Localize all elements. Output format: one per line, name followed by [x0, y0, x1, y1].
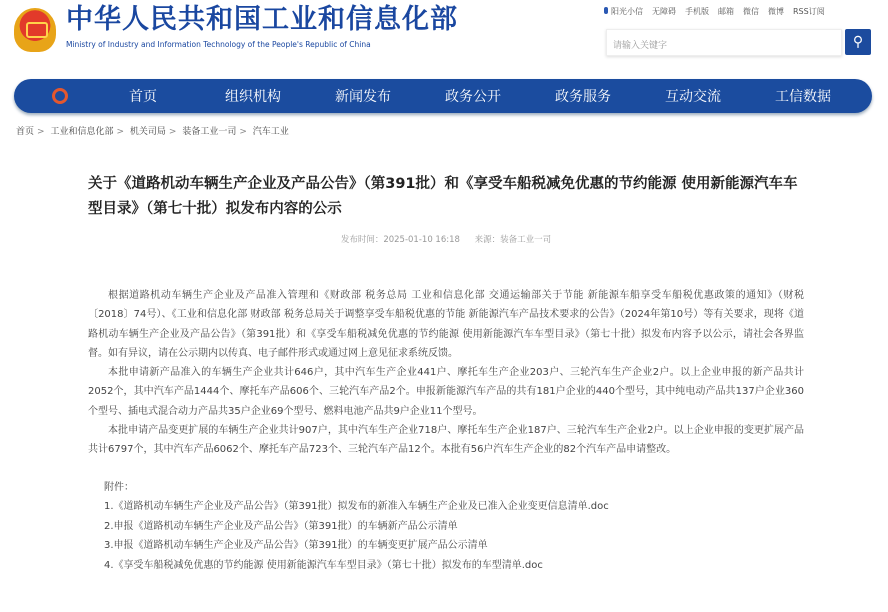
nav-services[interactable]: 政务服务 [555, 89, 611, 105]
breadcrumb-item[interactable]: 工业和信息化部 [50, 127, 114, 137]
search-input[interactable]: 请输入关键字 [606, 29, 842, 56]
top-link-sunshine[interactable] [604, 6, 643, 17]
breadcrumb [16, 126, 289, 138]
separator: > [37, 127, 45, 137]
national-emblem-logo [14, 8, 56, 52]
top-link-weibo[interactable]: 微博 [768, 7, 784, 16]
nav-data[interactable]: 工信数据 [775, 89, 831, 105]
paragraph: 本批申请产品变更扩展的车辆生产企业共计907户，其中汽车生产企业718户、摩托车生产企业187户、三轮汽车生产企业2户。以上企业申报的变更扩展产品共计6797个，其中汽车产品6062个、摩托车产品723个、三轮汽车产品12个。本批有56户汽车生产企业的82个汽车产品申请整改。 [88, 425, 804, 456]
nav-news[interactable]: 新闻发布 [335, 89, 391, 105]
info-icon [604, 7, 608, 14]
separator: > [239, 127, 247, 137]
attachment-link[interactable]: 1.《道路机动车辆生产企业及产品公告》（第391批）拟发布的新准入车辆生产企业及已准入企业变更信息清单.doc [104, 501, 609, 513]
top-link-accessibility[interactable]: 无障碍 [652, 7, 676, 16]
nav-government-affairs[interactable]: 政务公开 [445, 89, 501, 105]
attachment-link[interactable]: 3.申报《道路机动车辆生产企业及产品公告》（第391批）的车辆变更扩展产品公示清单 [104, 540, 488, 552]
article-source: 来源：装备工业一司 [474, 235, 552, 245]
nav-organization[interactable]: 组织机构 [225, 89, 281, 105]
link-label: 阳光小信 [611, 7, 643, 16]
attachment-link[interactable]: 4.《享受车船税减免优惠的节约能源 使用新能源汽车车型目录》（第七十批）拟发布的车型清单.doc [104, 559, 543, 571]
breadcrumb-item[interactable]: 首页 [16, 127, 35, 137]
paragraph: 本批申请新产品准入的车辆生产企业共计646户，其中汽车生产企业441户、摩托车生产企业203户、三轮汽车生产企业2户。以上企业申报的新产品共计2052个，其中汽车产品1444个、摩托车产品606个、三轮汽车产品2个。申报新能源汽车产品的共有181户企业的440个型号，其中纯电动产品共137户企业360个型号、插电式混合动力产品共35户企业69个型号、燃料电池产品共9户企业11个型号。 [88, 367, 804, 417]
site-subtitle: Ministry of Industry and Information Technology of the People's Republic of China [66, 40, 371, 49]
breadcrumb-item[interactable]: 汽车工业 [252, 127, 289, 137]
nav-interaction[interactable]: 互动交流 [665, 89, 721, 105]
top-link-email[interactable]: 邮箱 [718, 7, 734, 16]
top-link-mobile[interactable]: 手机版 [685, 7, 709, 16]
top-link-rss[interactable]: RSS订阅 [793, 7, 825, 16]
site-title[interactable]: 中华人民共和国工业和信息化部 [66, 4, 458, 35]
top-links [604, 6, 825, 17]
attachments-label: 附件： [104, 481, 134, 493]
breadcrumb-item[interactable]: 装备工业一司 [182, 127, 237, 137]
main-nav [14, 79, 872, 113]
e-logo-icon [52, 88, 68, 104]
breadcrumb-item[interactable]: 机关司局 [129, 127, 166, 137]
top-link-wechat[interactable]: 微信 [743, 7, 759, 16]
attachments [88, 478, 804, 576]
attachment-link[interactable]: 2.申报《道路机动车辆生产企业及产品公告》（第391批）的车辆新产品公示清单 [104, 520, 458, 532]
paragraph: 根据道路机动车辆生产企业及产品准入管理和《财政部 税务总局 工业和信息化部 交通运输部关于节能 新能源车船享受车船税优惠政策的通知》（财税〔2018〕74号）、《工业和信息化部 财政部 税务总局关于调整享受车船税优惠的节能 新能源汽车产品技术要求的公告》（2024年第10号）等有关要求，现将《道路机动车辆生产企业及产品公告》（第391批）和《享受车船税减免优惠的节约能源 使用新能源汽车车型目录》（第七十批）拟发布内容予以公示，请社会各界监督。如有异议，请在公示期内以传真、电子邮件形式或通过网上意见征求系统反馈。 [88, 290, 804, 359]
article-meta [88, 234, 804, 246]
separator: > [116, 127, 124, 137]
publish-date: 发布时间：2025-01-10 16:18 [340, 235, 460, 245]
search-icon: ⚲ [852, 34, 864, 50]
nav-home[interactable]: 首页 [129, 89, 157, 105]
article-title: 关于《道路机动车辆生产企业及产品公告》（第391批）和《享受车船税减免优惠的节约能源 使用新能源汽车车型目录》（第七十批）拟发布内容的公示 [88, 176, 798, 217]
separator: > [168, 127, 177, 137]
search-button[interactable] [845, 29, 871, 55]
article-body [88, 286, 804, 460]
